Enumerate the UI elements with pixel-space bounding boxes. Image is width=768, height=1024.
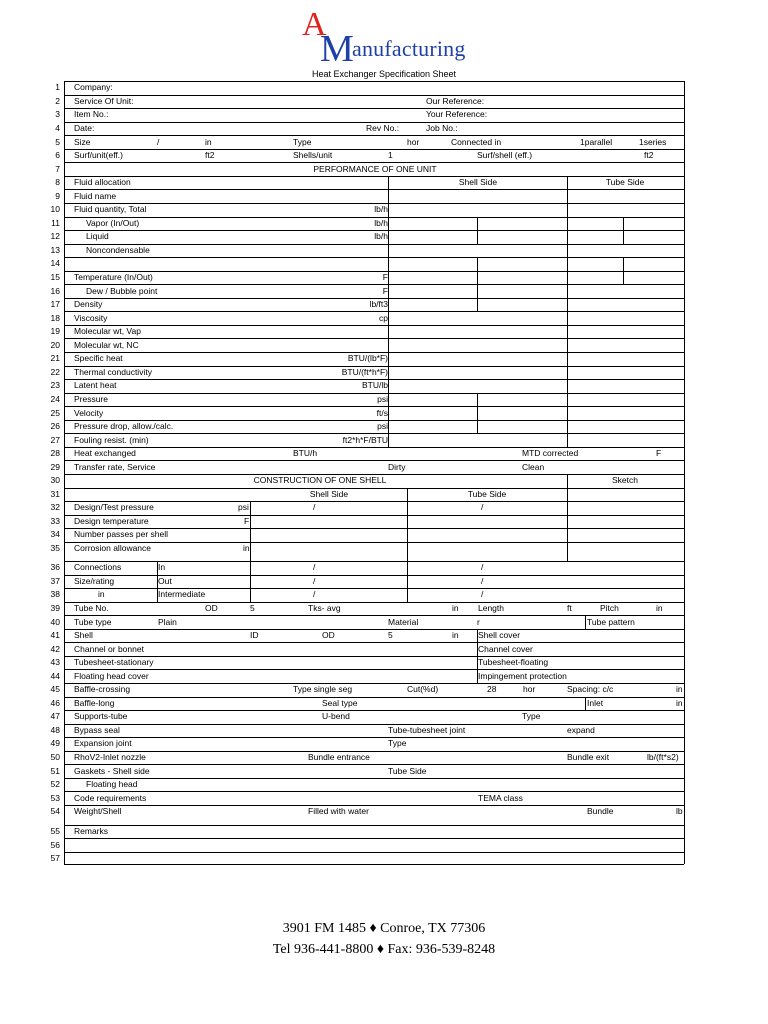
rule-line: [388, 176, 389, 447]
form-label: Fluid name: [74, 190, 117, 201]
form-label: 1parallel: [580, 136, 613, 147]
row-number: 16: [50, 285, 60, 296]
form-label: Type: [388, 738, 407, 749]
row-number: 35: [50, 543, 60, 553]
rule-line: [64, 642, 684, 643]
row-number: 4: [55, 122, 60, 133]
rule-line: [567, 176, 568, 447]
row-number: 14: [50, 258, 60, 269]
row-number: 39: [50, 602, 60, 613]
row-number: 38: [50, 589, 60, 600]
logo-letter-a: A: [302, 6, 327, 43]
form-label: in: [205, 136, 212, 147]
rule-line: [684, 81, 685, 864]
form-label: Viscosity: [74, 312, 108, 323]
form-label: Type: [293, 136, 312, 147]
form-label: BTU/h: [293, 448, 318, 459]
row-number: 13: [50, 244, 60, 255]
row-number: 43: [50, 657, 60, 668]
row-number: 31: [50, 488, 60, 499]
rule-line: [623, 257, 624, 284]
form-label: BTU/lb: [362, 380, 388, 391]
rule-line: [407, 488, 408, 602]
form-label: ft/s: [376, 407, 388, 418]
rule-line: [64, 515, 684, 516]
row-number: 49: [50, 738, 60, 749]
rule-line: [64, 501, 684, 502]
form-label: Shells/unit: [293, 150, 333, 161]
form-label: Remarks: [74, 826, 109, 837]
logo-letter-m: M: [320, 28, 354, 70]
row-number: 15: [50, 272, 60, 282]
rule-line: [64, 460, 684, 461]
form-label: /: [157, 136, 160, 147]
form-label: F: [656, 448, 662, 459]
rule-line: [585, 615, 586, 629]
rule-line: [64, 852, 684, 853]
form-label: Tube Side: [605, 177, 645, 188]
row-number: 25: [50, 407, 60, 418]
rule-line: [64, 825, 684, 826]
form-label: Specific heat: [74, 353, 123, 364]
form-label: Inlet: [587, 697, 604, 708]
rule-line: [64, 108, 684, 109]
row-number: 27: [50, 434, 60, 445]
row-number: 56: [50, 839, 60, 850]
form-label: U-bend: [322, 711, 350, 722]
form-label: Spacing: c/c: [567, 684, 614, 695]
rule-line: [64, 778, 684, 779]
form-label: Fouling resist. (min): [74, 434, 149, 445]
form-label: OD: [205, 602, 218, 613]
form-label: F: [382, 272, 388, 282]
form-label: F: [382, 285, 388, 296]
form-label: in: [656, 602, 663, 613]
row-number: 24: [50, 393, 60, 404]
form-label: 1: [388, 150, 393, 161]
form-label: PERFORMANCE OF ONE UNIT: [313, 163, 437, 174]
row-number: 26: [50, 421, 60, 432]
form-label: Bundle exit: [567, 752, 610, 762]
form-label: Design temperature: [74, 515, 149, 526]
form-label: in: [452, 602, 459, 613]
row-number: 6: [55, 150, 60, 161]
rule-line: [64, 257, 684, 258]
form-label: Fluid allocation: [74, 177, 131, 188]
form-label: Pitch: [600, 602, 619, 613]
form-label: Channel or bonnet: [74, 643, 144, 654]
form-label: Tube Side: [467, 488, 507, 499]
row-number: 29: [50, 461, 60, 472]
form-label: ft: [567, 602, 572, 613]
form-label: Liquid: [86, 231, 109, 242]
row-number: 22: [50, 366, 60, 377]
form-label: Dew / Bubble point: [86, 285, 158, 296]
form-label: Bundle: [587, 806, 614, 817]
form-label: lb/h: [374, 217, 388, 228]
row-number: 40: [50, 616, 60, 627]
rule-line: [477, 257, 478, 311]
form-label: Connected in: [451, 136, 502, 147]
rule-line: [64, 149, 684, 150]
form-label: Noncondensable: [86, 244, 150, 255]
form-label: Our Reference:: [426, 95, 485, 106]
form-label: Supports-tube: [74, 711, 128, 722]
rule-line: [64, 325, 684, 326]
form-label: Connections: [74, 562, 122, 573]
row-number: 5: [55, 136, 60, 147]
row-number: 20: [50, 339, 60, 350]
form-label: Weight/Shell: [74, 806, 122, 817]
form-label: lb/(ft*s2): [647, 752, 679, 762]
rule-line: [477, 217, 478, 244]
form-label: 1series: [639, 136, 667, 147]
form-label: Floating head: [86, 779, 138, 790]
form-label: Fluid quantity, Total: [74, 204, 147, 215]
row-number: 55: [50, 826, 60, 837]
form-label: in: [98, 589, 105, 600]
rule-line: [64, 669, 684, 670]
form-label: Filled with water: [308, 806, 369, 817]
row-number: 57: [50, 852, 60, 863]
form-label: Baffle-crossing: [74, 684, 131, 695]
form-label: Surf/shell (eff.): [477, 150, 533, 161]
form-label: Molecular wt, Vap: [74, 326, 141, 337]
row-number: 51: [50, 765, 60, 776]
form-label: Transfer rate, Service: [74, 461, 156, 472]
form-label: lb/h: [374, 204, 388, 215]
row-number: 44: [50, 670, 60, 681]
row-number: 21: [50, 353, 60, 364]
row-number: 8: [55, 177, 60, 188]
row-number: 11: [51, 217, 60, 228]
row-number: 10: [50, 204, 60, 215]
rule-line: [64, 447, 684, 448]
form-label: Expansion joint: [74, 738, 132, 749]
row-number: 18: [50, 312, 60, 323]
form-label: hor: [523, 684, 536, 695]
form-label: Tubesheet-stationary: [74, 657, 154, 668]
row-number: 1: [55, 82, 60, 93]
rule-line: [623, 217, 624, 244]
row-number: 47: [50, 711, 60, 722]
form-label: lb/h: [374, 231, 388, 242]
row-number: 2: [55, 95, 60, 106]
rule-line: [64, 791, 684, 792]
form-label: Date:: [74, 122, 95, 133]
form-label: Dirty: [388, 461, 406, 472]
form-label: Vapor (In/Out): [86, 217, 140, 228]
form-label: ft2*h*F/BTU: [342, 434, 388, 445]
rule-line: [64, 710, 684, 711]
form-label: Pressure drop, allow./calc.: [74, 421, 174, 432]
form-label: Seal type: [322, 697, 358, 708]
form-label: Tube No.: [74, 602, 109, 613]
rule-line: [64, 311, 684, 312]
rule-line: [64, 406, 684, 407]
form-label: /: [481, 575, 484, 586]
form-label: Cut(%d): [407, 684, 439, 695]
rule-line: [64, 81, 684, 82]
form-label: Out: [158, 575, 172, 586]
form-label: RhoV2-Inlet nozzle: [74, 752, 146, 762]
form-label: Shell Side: [309, 488, 349, 499]
form-label: Length: [478, 602, 504, 613]
form-label: cp: [379, 312, 388, 323]
form-label: psi: [377, 421, 388, 432]
form-label: /: [481, 502, 484, 513]
rule-line: [64, 737, 684, 738]
row-number: 54: [50, 806, 60, 817]
row-number: 7: [55, 163, 60, 174]
form-label: Floating head cover: [74, 670, 149, 681]
row-number: 52: [50, 779, 60, 790]
form-label: Tube pattern: [587, 616, 635, 627]
form-label: Job No.:: [426, 122, 458, 133]
row-number: 17: [50, 299, 60, 310]
form-label: Impingement protection: [478, 670, 567, 681]
form-label: Tube-tubesheet joint: [388, 724, 466, 735]
row-number: 41: [50, 630, 60, 641]
rule-line: [64, 271, 684, 272]
form-label: Company:: [74, 82, 113, 93]
form-label: Shell cover: [478, 630, 521, 641]
row-number: 19: [50, 326, 60, 337]
form-label: /: [313, 589, 316, 600]
row-number: 12: [50, 231, 60, 242]
form-label: Surf/unit(eff.): [74, 150, 123, 161]
form-label: in: [676, 697, 683, 708]
rule-line: [64, 284, 684, 285]
form-label: Code requirements: [74, 792, 147, 803]
row-number: 30: [50, 475, 60, 486]
form-label: Pressure: [74, 393, 109, 404]
form-label: Thermal conductivity: [74, 366, 152, 377]
sheet-title: Heat Exchanger Specification Sheet: [311, 69, 457, 79]
rule-line: [64, 542, 684, 543]
form-label: Temperature (In/Out): [74, 272, 153, 282]
form-label: ft2: [205, 150, 215, 161]
rule-line: [250, 501, 251, 602]
rule-line: [64, 656, 684, 657]
form-label: ID: [250, 630, 259, 641]
form-label: OD: [322, 630, 335, 641]
form-label: Shell Side: [458, 177, 498, 188]
form-label: Heat exchanged: [74, 448, 136, 459]
form-label: Channel cover: [478, 643, 533, 654]
row-number: 23: [50, 380, 60, 391]
form-label: Velocity: [74, 407, 104, 418]
rule-line: [585, 697, 586, 711]
form-label: Material: [388, 616, 419, 627]
rule-line: [64, 629, 684, 630]
form-label: Service Of Unit:: [74, 95, 134, 106]
form-label: Rev No.:: [366, 122, 400, 133]
row-number: 50: [50, 752, 60, 762]
form-label: F: [244, 515, 250, 526]
row-number: 37: [50, 575, 60, 586]
rule-line: [64, 838, 684, 839]
form-label: CONSTRUCTION OF ONE SHELL: [253, 475, 387, 486]
form-label: Bundle entrance: [308, 752, 370, 762]
rule-line: [477, 393, 478, 434]
form-label: TEMA class: [478, 792, 523, 803]
form-label: Baffle-long: [74, 697, 115, 708]
form-label: Size: [74, 136, 91, 147]
row-number: 34: [50, 529, 60, 540]
form-label: in: [243, 543, 250, 553]
form-label: psi: [377, 393, 388, 404]
form-label: ft2: [644, 150, 654, 161]
footer-phone: Tel 936-441-8800 ♦ Fax: 936-539-8248: [272, 942, 496, 957]
form-label: lb: [676, 806, 683, 817]
row-number: 36: [50, 562, 60, 573]
form-label: psi: [238, 502, 249, 513]
rule-line: [64, 338, 684, 339]
form-label: Tks- avg: [308, 602, 341, 613]
row-number: 48: [50, 724, 60, 735]
form-label: /: [313, 562, 316, 573]
form-label: Type single seg: [293, 684, 353, 695]
form-label: Corrosion allowance: [74, 543, 152, 553]
rule-line: [64, 176, 684, 177]
form-label: in: [676, 684, 683, 695]
form-label: Gaskets - Shell side: [74, 765, 150, 776]
form-label: Molecular wt, NC: [74, 339, 139, 350]
form-label: Design/Test pressure: [74, 502, 154, 513]
form-label: MTD corrected: [522, 448, 579, 459]
rule-line: [64, 81, 65, 864]
form-label: lb/ft3: [369, 299, 388, 310]
row-number: 9: [55, 190, 60, 201]
form-label: /: [481, 562, 484, 573]
form-label: Item No.:: [74, 109, 109, 120]
rule-line: [567, 474, 568, 561]
form-label: BTU/(lb*F): [347, 353, 388, 364]
rule-line: [64, 764, 684, 765]
row-number: 28: [50, 448, 60, 459]
form-label: /: [313, 575, 316, 586]
form-label: Latent heat: [74, 380, 117, 391]
form-label: in: [452, 630, 459, 641]
form-label: /: [481, 589, 484, 600]
form-label: Your Reference:: [426, 109, 488, 120]
footer-address: 3901 FM 1485 ♦ Conroe, TX 77306: [282, 921, 486, 936]
form-label: Tubesheet-floating: [478, 657, 549, 668]
form-label: Sketch: [612, 475, 638, 486]
form-label: Type: [522, 711, 541, 722]
form-label: Clean: [522, 461, 545, 472]
row-number: 32: [50, 502, 60, 513]
form-label: Intermediate: [158, 589, 206, 600]
form-label: Tube Side: [388, 765, 427, 776]
rule-line: [64, 864, 684, 865]
rule-line: [64, 488, 684, 489]
row-number: 53: [50, 792, 60, 803]
rule-line: [64, 602, 684, 603]
row-number: 33: [50, 515, 60, 526]
rule-line: [64, 393, 684, 394]
row-number: 42: [50, 643, 60, 654]
form-label: In: [158, 562, 166, 573]
form-label: Shell: [74, 630, 93, 641]
form-label: Tube type: [74, 616, 112, 627]
form-label: Plain: [158, 616, 177, 627]
row-number: 46: [50, 697, 60, 708]
row-number: 45: [50, 684, 60, 695]
form-label: 5: [388, 630, 393, 641]
form-label: 28: [487, 684, 497, 695]
rule-line: [64, 244, 684, 245]
form-label: expand: [567, 724, 595, 735]
rule-line: [64, 95, 684, 96]
form-label: hor: [407, 136, 420, 147]
form-label: 5: [250, 602, 255, 613]
form-label: BTU/(ft*h*F): [341, 366, 388, 377]
logo-wordmark: anufacturing: [352, 36, 466, 61]
row-number: 3: [55, 109, 60, 120]
form-label: Number passes per shell: [74, 529, 169, 540]
form-label: Density: [74, 299, 103, 310]
rule-line: [64, 189, 684, 190]
form-label: r: [477, 616, 480, 627]
form-label: Bypass seal: [74, 724, 120, 735]
form-label: /: [313, 502, 316, 513]
form-label: Size/rating: [74, 575, 115, 586]
